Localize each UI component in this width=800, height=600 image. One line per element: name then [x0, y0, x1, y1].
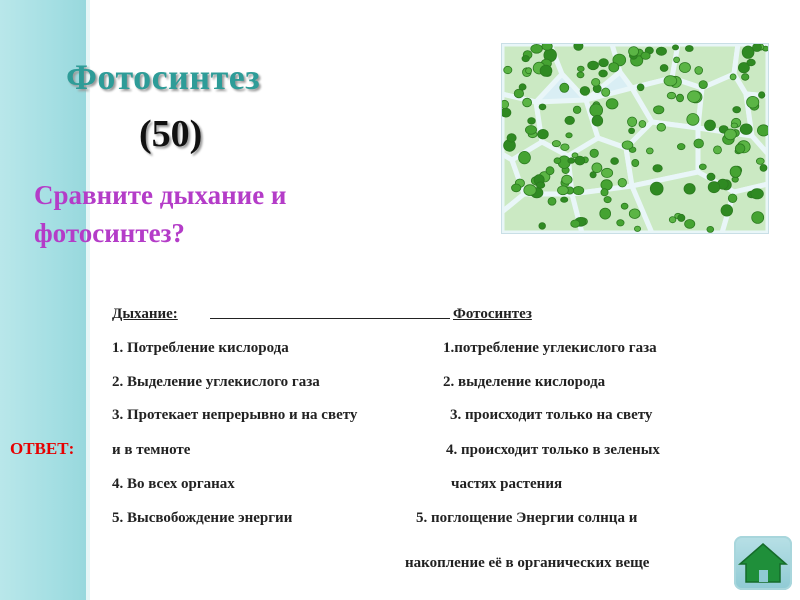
chloroplast-dot — [571, 220, 580, 227]
chloroplast-dot — [740, 124, 752, 135]
chloroplast-dot — [588, 61, 599, 70]
chloroplast-dot — [629, 128, 635, 134]
chloroplast-dot — [536, 182, 544, 188]
respiration-item: 3. Протекает непрерывно и на свету — [112, 407, 358, 423]
chloroplast-dot — [759, 92, 765, 98]
chloroplast-dot — [684, 184, 695, 195]
chloroplast-dot — [752, 212, 764, 224]
chloroplast-dot — [590, 149, 598, 157]
chloroplast-dot — [730, 166, 741, 177]
home-button[interactable] — [734, 536, 792, 590]
chloroplast-dot — [526, 68, 532, 74]
chloroplast-dot — [674, 57, 680, 63]
chloroplast-dot — [561, 144, 569, 151]
chloroplast-dot — [523, 98, 532, 107]
chloroplast-dot — [617, 220, 624, 226]
photosynthesis-item: 2. выделение кислорода — [443, 374, 606, 390]
chloroplast-dot — [632, 159, 639, 166]
chloroplast-dot — [592, 79, 600, 87]
chloroplast-dot — [552, 141, 560, 147]
chloroplast-dot — [637, 84, 644, 91]
photosynthesis-item: 3. происходит только на свету — [450, 407, 653, 423]
chloroplast-dot — [738, 63, 749, 73]
chloroplast-dot — [554, 158, 561, 164]
chloroplast-dot — [760, 165, 767, 172]
chloroplast-dot — [606, 99, 618, 109]
chloroplast-dot — [664, 76, 677, 86]
chloroplast-dot — [667, 92, 676, 99]
chloroplast-dot — [601, 189, 608, 196]
chloroplast-dot — [611, 158, 619, 165]
chloroplast-dot — [641, 52, 650, 59]
chloroplast-dot — [628, 117, 637, 127]
chloroplast-dot — [707, 226, 714, 232]
chloroplast-dot — [592, 115, 603, 126]
chloroplast-dot — [728, 194, 737, 203]
chloroplast-dot — [678, 214, 685, 221]
chloroplast-dot — [519, 84, 526, 90]
chloroplast-dot — [600, 208, 611, 219]
chloroplast-dot — [685, 46, 693, 52]
chloroplast-dot — [602, 88, 610, 96]
chloroplast-dot — [677, 144, 685, 150]
chloroplast-dot — [705, 120, 716, 131]
chloroplast-dot — [502, 108, 511, 117]
chloroplast-dot — [525, 126, 536, 135]
chloroplast-dot — [622, 141, 633, 149]
chloroplast-dot — [577, 72, 584, 78]
chloroplast-dot — [558, 186, 569, 195]
chloroplast-dot — [699, 81, 707, 89]
chloroplast-dot — [562, 175, 572, 184]
chloroplast-dot — [599, 59, 609, 67]
chloroplast-dot — [561, 197, 568, 202]
home-icon — [734, 536, 792, 590]
chloroplast-dot — [539, 223, 546, 230]
chloroplast-dot — [504, 66, 512, 73]
chloroplast-dot — [629, 47, 639, 57]
chloroplast-dot — [731, 123, 737, 128]
chloroplast-dot — [721, 205, 733, 216]
chloroplast-dot — [522, 56, 529, 62]
chloroplast-dot — [653, 165, 662, 172]
chloroplast-dot — [548, 197, 556, 205]
chloroplast-dot — [575, 156, 585, 165]
chloroplast-dot — [707, 173, 715, 180]
chloroplast-dot — [694, 139, 704, 148]
chloroplast-dot — [590, 172, 596, 178]
chloroplast-dot — [531, 44, 543, 53]
chloroplast-dot — [699, 164, 706, 170]
chloroplast-dot — [656, 47, 666, 55]
chloroplast-dot — [604, 197, 611, 203]
chloroplast-dot — [590, 104, 603, 117]
chloroplast-dot — [539, 104, 546, 110]
chloroplast-dot — [542, 44, 552, 50]
chloroplast-dot — [688, 91, 701, 103]
chloroplast-dot — [566, 133, 572, 138]
chloroplast-dot — [560, 83, 569, 92]
respiration-item: и в темноте — [112, 442, 191, 458]
answer-label: ОТВЕТ: — [10, 439, 75, 458]
chloroplast-dot — [687, 114, 699, 126]
chloroplast-dot — [565, 116, 575, 124]
chloroplast-dot — [695, 67, 703, 75]
chloroplast-dot — [573, 186, 584, 194]
chloroplast-dot — [730, 74, 736, 80]
chloroplast-dot — [618, 178, 626, 187]
chloroplast-dot — [751, 189, 764, 199]
chloroplast-dot — [573, 106, 581, 113]
chloroplast-dot — [528, 118, 536, 125]
chloroplast-dot — [602, 168, 613, 177]
cells-illustration — [502, 44, 768, 233]
chloroplast-dot — [742, 74, 749, 81]
chloroplast-dot — [540, 65, 552, 76]
chloroplast-dot — [568, 158, 575, 163]
chloroplast-dot — [634, 226, 640, 231]
chloroplast-dot — [714, 146, 722, 154]
chloroplast-dot — [507, 134, 516, 142]
chloroplast-dot — [592, 163, 602, 173]
chloroplast-photo — [501, 43, 769, 234]
chloroplast-dot — [657, 123, 666, 131]
chloroplast-dot — [735, 144, 745, 153]
respiration-item: 2. Выделение углекислого газа — [112, 374, 320, 390]
photosynthesis-item: 5. поглощение Энергии солнца и — [416, 510, 638, 526]
photosynthesis-item: накопление её в органических веще — [405, 555, 650, 571]
score-value: (50) — [139, 113, 203, 155]
chloroplast-dot — [599, 70, 608, 77]
chloroplast-dot — [685, 220, 695, 229]
chloroplast-dot — [672, 45, 678, 50]
chloroplast-dot — [609, 63, 619, 72]
header-divider-line — [210, 306, 450, 324]
header-respiration: Дыхание: — [112, 306, 178, 322]
chloroplast-dot — [646, 148, 653, 154]
chloroplast-dot — [654, 106, 664, 114]
photosynthesis-item: частях растения — [451, 476, 563, 492]
chloroplast-dot — [679, 63, 690, 73]
chloroplast-dot — [676, 94, 683, 102]
chloroplast-dot — [538, 129, 549, 139]
chloroplast-dot — [660, 65, 668, 72]
chloroplast-dot — [753, 44, 762, 52]
page-title: Фотосинтез — [66, 57, 261, 97]
chloroplast-dot — [756, 158, 764, 164]
chloroplast-dot — [621, 203, 628, 209]
photosynthesis-item: 1.потребление углекислого газа — [443, 340, 657, 356]
question-text: Сравните дыхание и фотосинтез? — [34, 180, 287, 248]
chloroplast-dot — [669, 217, 676, 223]
chloroplast-dot — [601, 180, 612, 190]
chloroplast-dot — [512, 184, 521, 192]
chloroplast-dot — [733, 107, 741, 113]
chloroplast-dot — [502, 100, 509, 108]
chloroplast-dot — [580, 87, 590, 96]
chloroplast-dot — [546, 167, 554, 175]
chloroplast-dot — [574, 44, 583, 50]
chloroplast-dot — [747, 96, 759, 108]
chloroplast-dot — [629, 209, 640, 219]
chloroplast-dot — [519, 151, 531, 163]
chloroplast-dot — [577, 66, 584, 71]
respiration-item: 1. Потребление кислорода — [112, 340, 289, 356]
chloroplast-dot — [650, 182, 663, 195]
photosynthesis-item: 4. происходит только в зеленых — [446, 442, 660, 458]
chloroplast-dot — [725, 129, 737, 140]
respiration-item: 4. Во всех органах — [112, 476, 235, 492]
respiration-item: 5. Высвобождение энергии — [112, 510, 293, 526]
chloroplast-dot — [639, 121, 646, 128]
chloroplast-dot — [757, 125, 768, 136]
chloroplast-dot — [524, 185, 536, 196]
header-photosynthesis: Фотосинтез — [453, 306, 532, 322]
chloroplast-dot — [708, 182, 720, 193]
